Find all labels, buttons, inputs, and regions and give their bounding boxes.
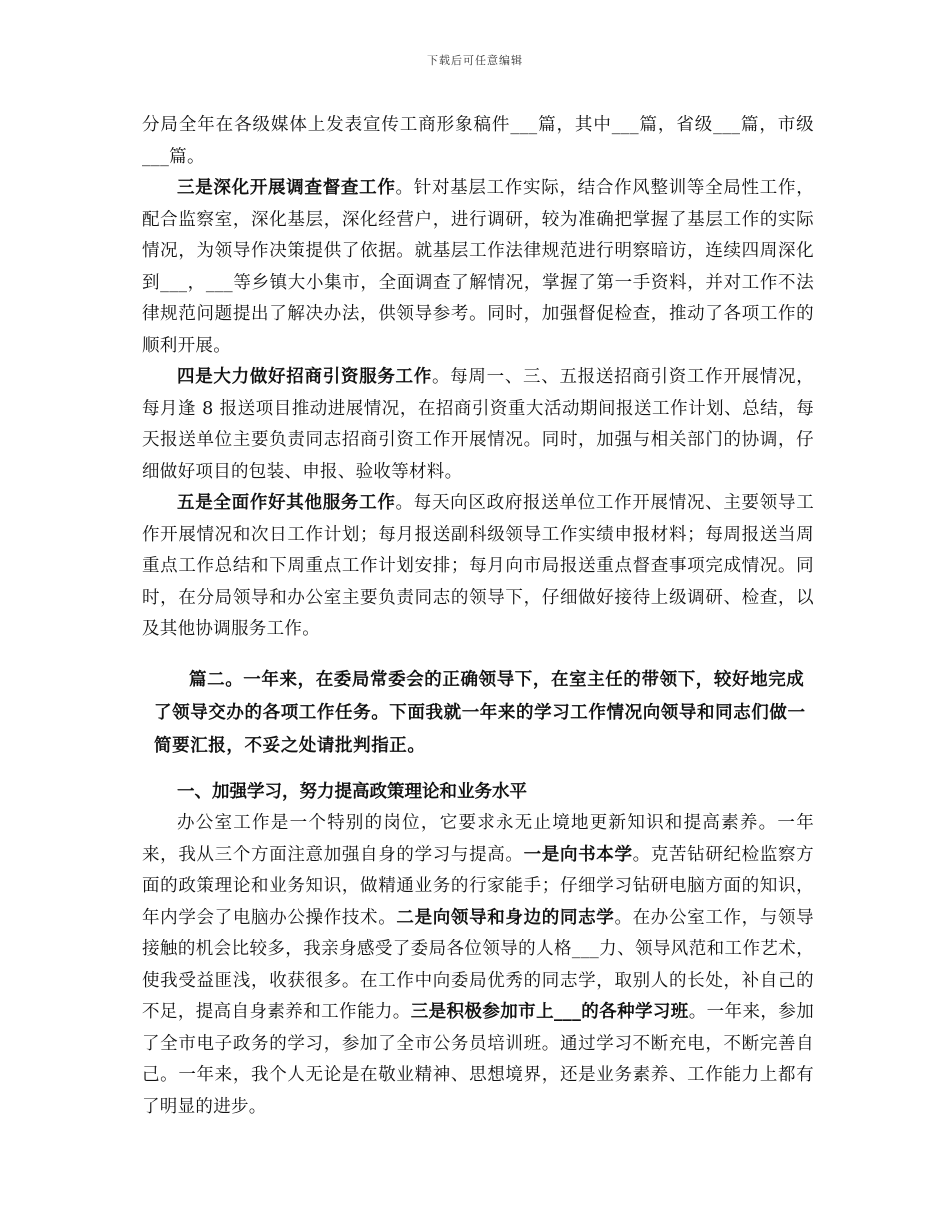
paragraph-investigation-lead: 三是深化开展调查督查工作 (177, 178, 396, 198)
study-text-4: 。一年来，参加了全市电子政务的学习，参加了全市公务员培训班。通过学习不断充电，不断完善自己。一年来，我个人无论是在敬业精神、思想境界，还是业务素养、工作能力上都有了明显的进步。 (142, 1002, 814, 1117)
study-text-1: 办公室工作是一个特别的岗位，它要求永无止境地更新知识和提高素养。一年来，我从三个方面注意加强自身的学习与提高。 (142, 813, 814, 865)
study-text-2: 。克苦钻研纪检监察方面的政策理论和业务知识，做精通业务的行家能手；仔细学习钻研电脑方面的知识，年内学会了电脑办公操作技术。 (142, 844, 814, 928)
study-point-3: 三是积极参加市上___的各种学习班 (410, 1002, 689, 1022)
paragraph-investment-text: 。每周一、三、五报送招商引资工作开展情况，每月逢 8 报送项目推动进展情况，在招商引资重大活动期间报送工作计划、总结，每天报送单位主要负责同志招商引资工作开展情况。同时，加强与相关部门的协调，仔细做好项目的包装、申报、验收等材料。 (142, 367, 814, 482)
study-text-3: 。在办公室工作，与领导接触的机会比较多，我亲身感受了委局各位领导的人格___力、领导风范和工作艺术，使我受益匪浅，收获很多。在工作中向委局优秀的同志学，取别人的长处，补自己的不足，提高自身素养和工作能力。 (142, 907, 814, 1022)
paragraph-other-services-text: 。每天向区政府报送单位工作开展情况、主要领导工作开展情况和次日工作计划；每月报送副科级领导工作实绩申报材料；每周报送当周重点工作总结和下周重点工作计划安排；每月向市局报送重点督查事项完成情况。同时，在分局领导和办公室主要负责同志的领导下，仔细做好接待上级调研、检查，以及其他协调服务工作。 (142, 493, 814, 639)
paragraph-investment-lead: 四是大力做好招商引资服务工作 (177, 367, 432, 387)
paragraph-publicity: 分局全年在各级媒体上发表宣传工商形象稿件___篇，其中___篇，省级___篇，市级___篇。 (142, 115, 814, 167)
section-two-intro (142, 664, 814, 763)
study-point-1: 一是向书本学 (523, 844, 633, 865)
paragraph-investment (142, 362, 814, 488)
document-body (142, 110, 814, 1123)
section-two-lead: 篇二。一年来，在委局常委会的正确领导下，在室主任的带领下，较好地完成了领导交办的各项工作任务。下面我就一年来的学习工作情况向领导和同志们做一简要汇报，不妥之处请批判指正。 (154, 669, 806, 756)
paragraph-study (142, 808, 814, 1123)
paragraph-investigation (142, 173, 814, 362)
paragraph-other-services-lead: 五是全面作好其他服务工作 (177, 493, 396, 513)
study-point-2: 二是向领导和身边的同志学 (396, 907, 615, 928)
paragraph-other-services (142, 488, 814, 646)
heading-study: 一、加强学习，努力提高政策理论和业务水平 (177, 781, 527, 802)
paragraph-investigation-text: 。针对基层工作实际，结合作风整训等全局性工作，配合监察室，深化基层，深化经营户，进行调研，较为准确把掌握了基层工作的实际情况，为领导作决策提供了依据。就基层工作法律规范进行明察暗访，连续四周深化到___，___等乡镇大小集市，全面调查了解情况，掌握了第一手资料，并对工作不法律规范问题提出了解决办法，供领导参考。同时，加强督促检查，推动了各项工作的顺利开展。 (142, 178, 814, 356)
page-header: 下载后可任意编辑 (427, 54, 523, 67)
